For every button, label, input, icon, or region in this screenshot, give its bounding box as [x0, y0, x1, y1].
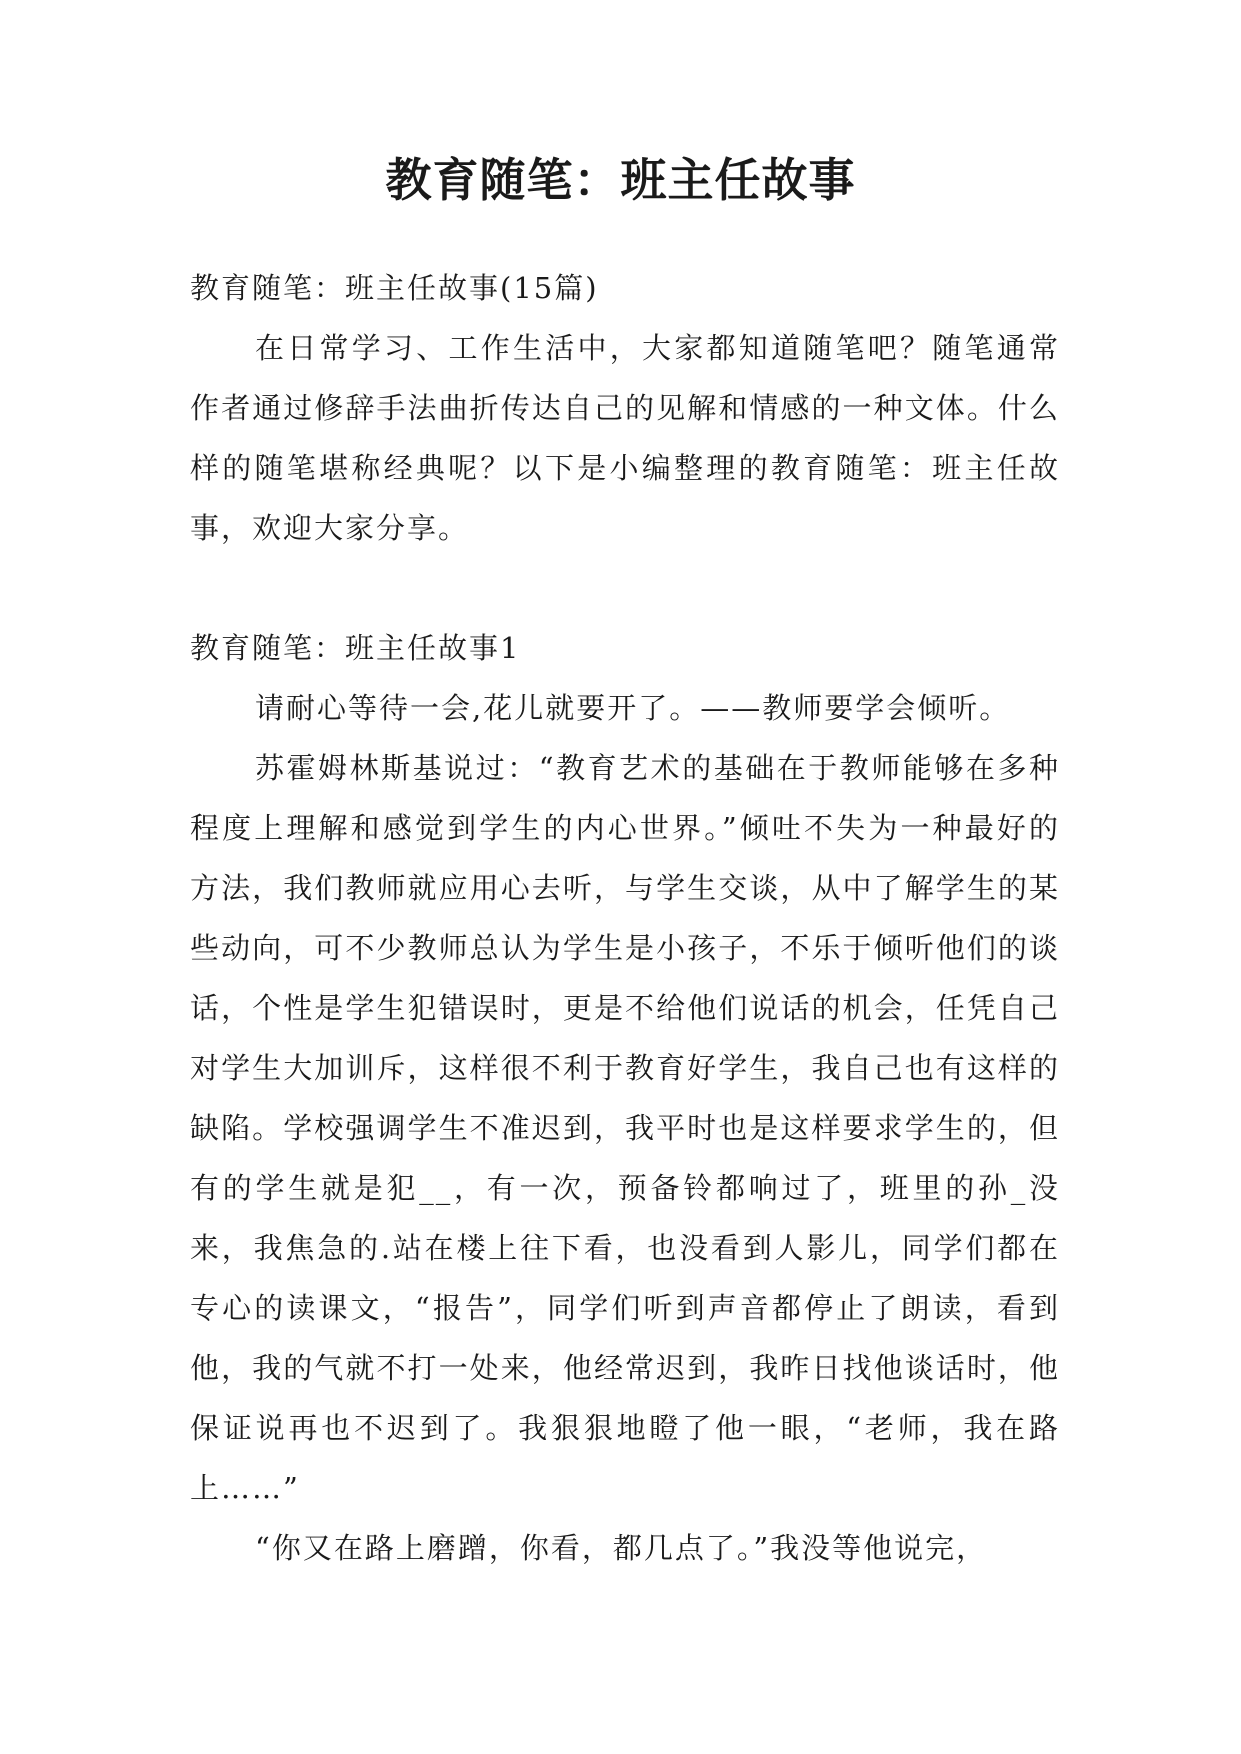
paragraph-spacer	[190, 558, 1060, 618]
paragraph-intro: 在日常学习、工作生活中，大家都知道随笔吧？随笔通常作者通过修辞手法曲折传达自己的见解和情感的一种文体。什么样的随笔堪称经典呢？以下是小编整理的教育随笔：班主任故事，欢迎大家分享。	[190, 331, 1060, 545]
paragraph-continuation: “你又在路上磨蹭，你看，都几点了。”我没等他说完，	[255, 1531, 988, 1565]
paragraph-subtitle: 教育随笔：班主任故事(15篇)	[190, 271, 599, 305]
document-title: 教育随笔：班主任故事	[385, 153, 856, 207]
paragraph-quote: 请耐心等待一会,花儿就要开了。——教师要学会倾听。	[255, 691, 1011, 725]
paragraph-story: 苏霍姆林斯基说过：“教育艺术的基础在于教师能够在多种程度上理解和感觉到学生的内心世界。”倾吐不失为一种最好的方法，我们教师就应用心去听，与学生交谈，从中了解学生的某些动向，可不少教师总认为学生是小孩子，不乐于倾听他们的谈话，个性是学生犯错误时，更是不给他们说话的机会，任凭自己对学生大加训斥，这样很不利于教育好学生，我自己也有这样的缺陷。学校强调学生不准迟到，我平时也是这样要求学生的，但有的学生就是犯__，有一次，预备铃都响过了，班里的孙_没来，我焦急的.站在楼上往下看，也没看到人影儿，同学们都在专心的读课文，“报告”，同学们听到声音都停止了朗读，看到他，我的气就不打一处来，他经常迟到，我昨日找他谈话时，他保证说再也不迟到了。我狠狠地瞪了他一眼，“老师，我在路上……”	[190, 751, 1060, 1505]
document-body	[190, 258, 1060, 1578]
section-heading: 教育随笔：班主任故事1	[190, 631, 521, 665]
